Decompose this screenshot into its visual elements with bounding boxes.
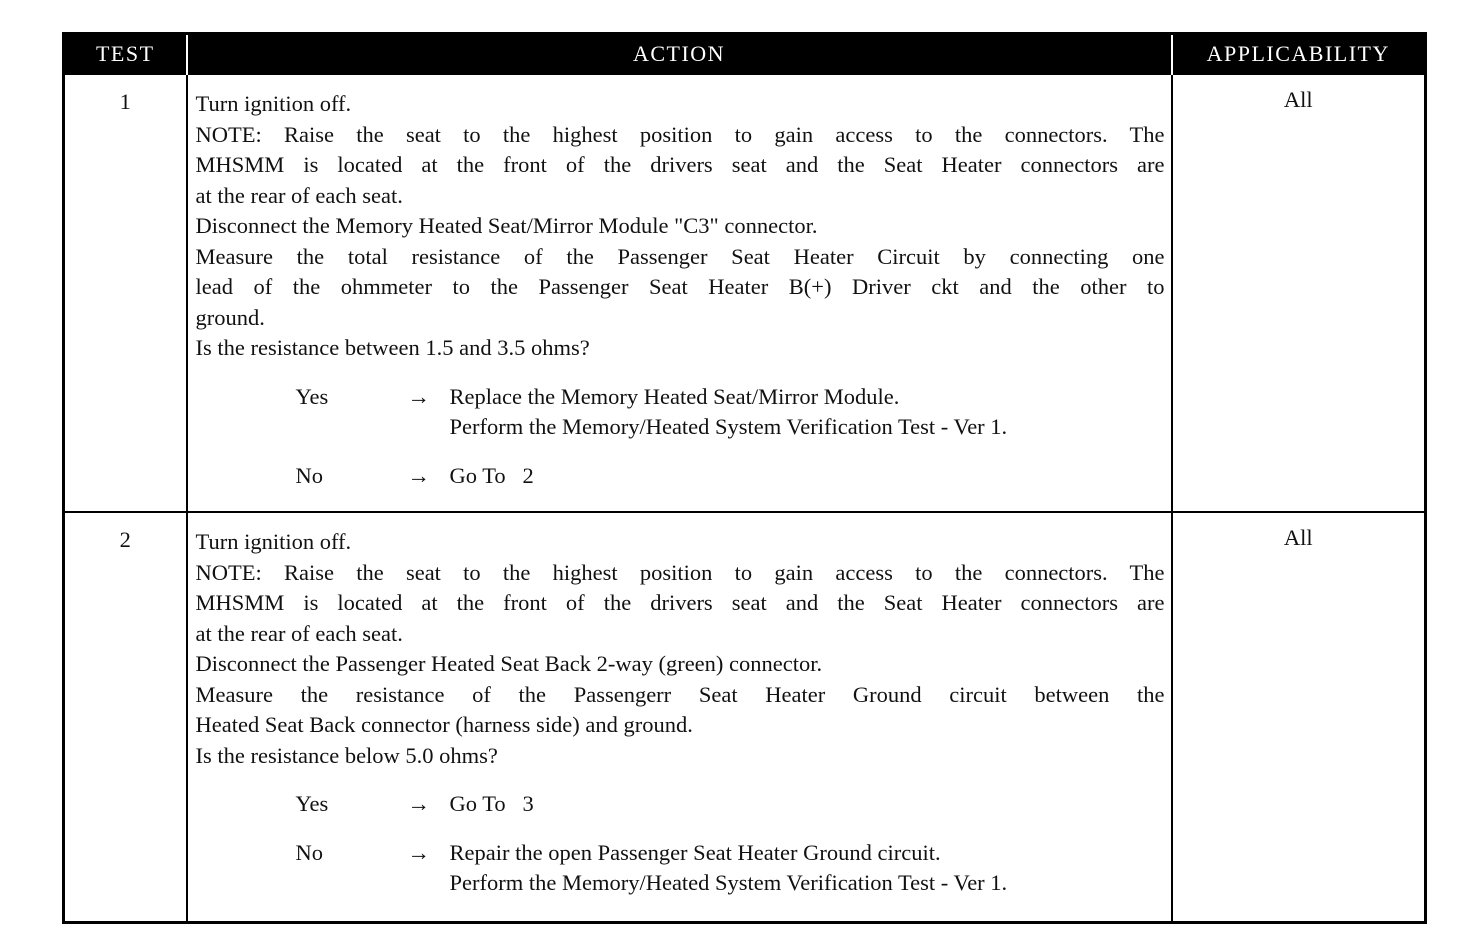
result-line: Go To 3: [449, 791, 534, 816]
result-line: Repair the open Passenger Seat Heater Ground circuit.: [449, 839, 941, 865]
answer-no: [296, 461, 1165, 492]
answer-result: [450, 382, 1165, 443]
step-line: Turn ignition off.: [195, 529, 352, 554]
step-line: Measure the total resistance of the Passenger Seat Heater Circuit by connecting one: [195, 243, 1165, 269]
answer-yes: [296, 789, 1165, 820]
step-line: at the rear of each seat.: [195, 182, 403, 208]
step-line: ground.: [195, 304, 265, 330]
right-arrow-icon: →: [407, 383, 430, 409]
step-line: NOTE: Raise the seat to the highest position to gain access to the connectors. The: [195, 559, 1165, 585]
action-cell: [187, 74, 1172, 512]
step-line: Disconnect the Memory Heated Seat/Mirror Module "C3" connector.: [195, 213, 818, 238]
test-number: 2: [64, 512, 187, 923]
step-line: Turn ignition off.: [195, 91, 352, 116]
header-applicability: APPLICABILITY: [1172, 34, 1426, 75]
step-line: at the rear of each seat.: [195, 620, 403, 646]
answer-result: [450, 789, 1165, 820]
step-line: Measure the resistance of the Passengerr Seat Heater Ground circuit between the: [195, 681, 1165, 707]
question-line: Is the resistance below 5.0 ohms?: [195, 742, 498, 768]
answer-yes: [296, 382, 1165, 443]
step-line: NOTE: Raise the seat to the highest position to gain access to the connectors. The: [195, 121, 1165, 147]
step-line: lead of the ohmmeter to the Passenger Seat Heater B(+) Driver ckt and the other to: [195, 274, 1165, 299]
question-line: Is the resistance between 1.5 and 3.5 ohms?: [195, 335, 590, 360]
result-line: Perform the Memory/Heated System Verification Test - Ver 1.: [449, 414, 1008, 439]
right-arrow-icon: →: [407, 839, 430, 865]
applicability-value: All: [1172, 512, 1426, 923]
answer-no: [296, 838, 1165, 899]
result-line: Perform the Memory/Heated System Verification Test - Ver 1.: [449, 870, 1008, 895]
answer-result: [450, 461, 1165, 492]
step-line: Disconnect the Passenger Heated Seat Back 2-way (green) connector.: [195, 651, 823, 676]
test-number: 1: [64, 74, 187, 512]
applicability-value: All: [1172, 74, 1426, 512]
answer-label: Yes: [295, 383, 329, 409]
header-test: TEST: [64, 34, 187, 75]
step-line: MHSMM is located at the front of the drivers seat and the Seat Heater connectors are: [195, 152, 1165, 177]
table-header-row: [64, 34, 1426, 75]
answer-label: Yes: [295, 791, 329, 816]
answer-label: No: [295, 839, 323, 865]
header-action: ACTION: [187, 34, 1172, 75]
action-cell: [187, 512, 1172, 923]
table-row-test-1: [64, 74, 1426, 512]
diagnostic-test-table: [62, 32, 1427, 924]
result-line: Go To 2: [449, 462, 534, 488]
answer-result: [450, 838, 1165, 899]
table-row-test-2: [64, 512, 1426, 923]
step-line: MHSMM is located at the front of the drivers seat and the Seat Heater connectors are: [195, 590, 1165, 615]
right-arrow-icon: →: [407, 791, 430, 816]
answer-label: No: [295, 462, 323, 488]
result-line: Replace the Memory Heated Seat/Mirror Module.: [449, 383, 900, 409]
step-line: Heated Seat Back connector (harness side) and ground.: [195, 712, 693, 737]
right-arrow-icon: →: [407, 462, 430, 488]
